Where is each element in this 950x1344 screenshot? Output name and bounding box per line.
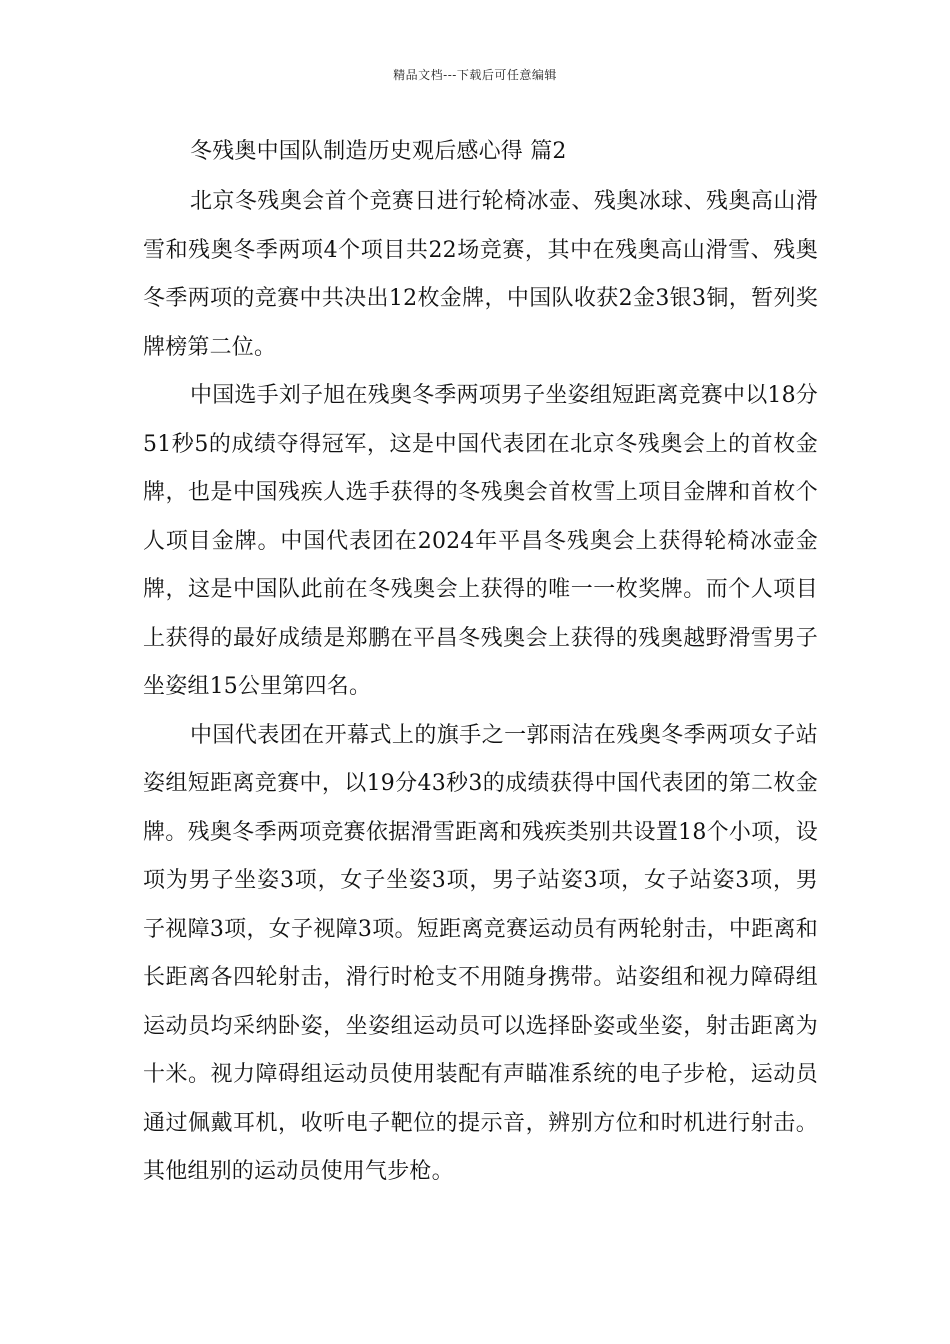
paragraph-3: 中国代表团在开幕式上的旗手之一郭雨洁在残奥冬季两项女子站姿组短距离竞赛中，以19分43秒3的成绩获得中国代表团的第二枚金牌。残奥冬季两项竞赛依据滑雪距离和残疾类别共设置18个小项，设项为男子坐姿3项，女子坐姿3项，男子站姿3项，女子站姿3项，男子视障3项，女子视障3项。短距离竞赛运动员有两轮射击，中距离和长距离各四轮射击，滑行时枪支不用随身携带。站姿组和视力障碍组运动员均采纳卧姿，坐姿组运动员可以选择卧姿或坐姿，射击距离为十米。视力障碍组运动员使用装配有声瞄准系统的电子步枪，运动员通过佩戴耳机，收听电子靶位的提示音，辨别方位和时机进行射击。其他组别的运动员使用气步枪。	[143, 722, 818, 1184]
paragraph-2: 中国选手刘子旭在残奥冬季两项男子坐姿组短距离竞赛中以18分51秒5的成绩夺得冠军，这是中国代表团在北京冬残奥会上的首枚金牌，也是中国残疾人选手获得的冬残奥会首枚雪上项目金牌和首枚个人项目金牌。中国代表团在2024年平昌冬残奥会上获得轮椅冰壶金牌，这是中国队此前在冬残奥会上获得的唯一一枚奖牌。而个人项目上获得的最好成绩是郑鹏在平昌冬残奥会上获得的残奥越野滑雪男子坐姿组15公里第四名。	[143, 383, 818, 699]
document-body	[143, 178, 818, 1197]
paragraph-1: 北京冬残奥会首个竞赛日进行轮椅冰壶、残奥冰球、残奥高山滑雪和残奥冬季两项4个项目共22场竞赛，其中在残奥高山滑雪、残奥冬季两项的竞赛中共决出12枚金牌，中国队收获2金3银3铜，暂列奖牌榜第二位。	[143, 189, 818, 360]
document-title: 冬残奥中国队制造历史观后感心得 篇2	[190, 139, 567, 164]
page-header: 精品文档---下载后可任意编辑	[393, 68, 557, 82]
